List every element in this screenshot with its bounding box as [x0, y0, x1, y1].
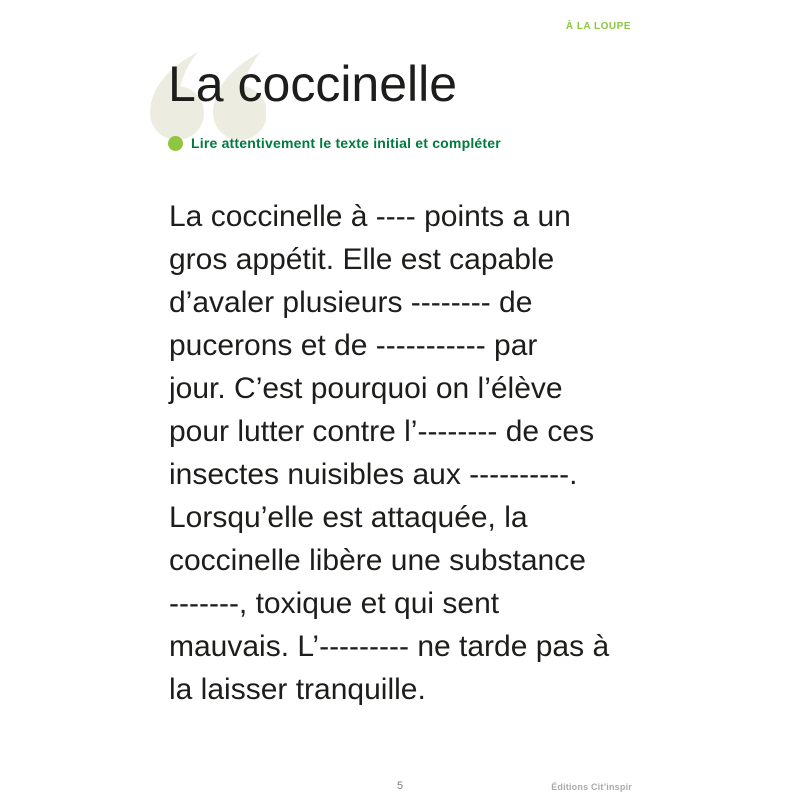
page-number: 5 — [396, 780, 404, 792]
page-title: La coccinelle — [168, 56, 458, 112]
instruction-row — [168, 135, 501, 151]
body-text-line: pucerons et de ----------- par — [169, 329, 538, 362]
body-text-line: gros appétit. Elle est capable — [169, 243, 555, 276]
body-text-line: -------, toxique et qui sent — [169, 587, 500, 620]
publisher-credit: Éditions Cit’inspir — [551, 782, 632, 792]
cloze-text-body — [169, 195, 649, 711]
body-text-line: jour. C’est pourquoi on l’élève — [169, 372, 563, 405]
body-text-line: la laisser tranquille. — [169, 673, 426, 706]
body-text-line: d’avaler plusieurs -------- de — [169, 286, 533, 319]
bullet-icon — [168, 136, 183, 151]
body-text-line: mauvais. L’--------- ne tarde pas à — [169, 630, 610, 663]
body-text-line: coccinelle libère une substance — [169, 544, 586, 577]
instruction-label: Lire attentivement le texte initial et compléter — [191, 135, 501, 151]
body-text-line: insectes nuisibles aux ----------. — [169, 458, 578, 491]
body-text-line: pour lutter contre l’-------- de ces — [169, 415, 595, 448]
body-text-line: Lorsqu’elle est attaquée, la — [169, 501, 528, 534]
body-text-line: La coccinelle à ---- points a un — [169, 200, 571, 233]
corner-tag: À LA LOUPE — [565, 21, 631, 32]
